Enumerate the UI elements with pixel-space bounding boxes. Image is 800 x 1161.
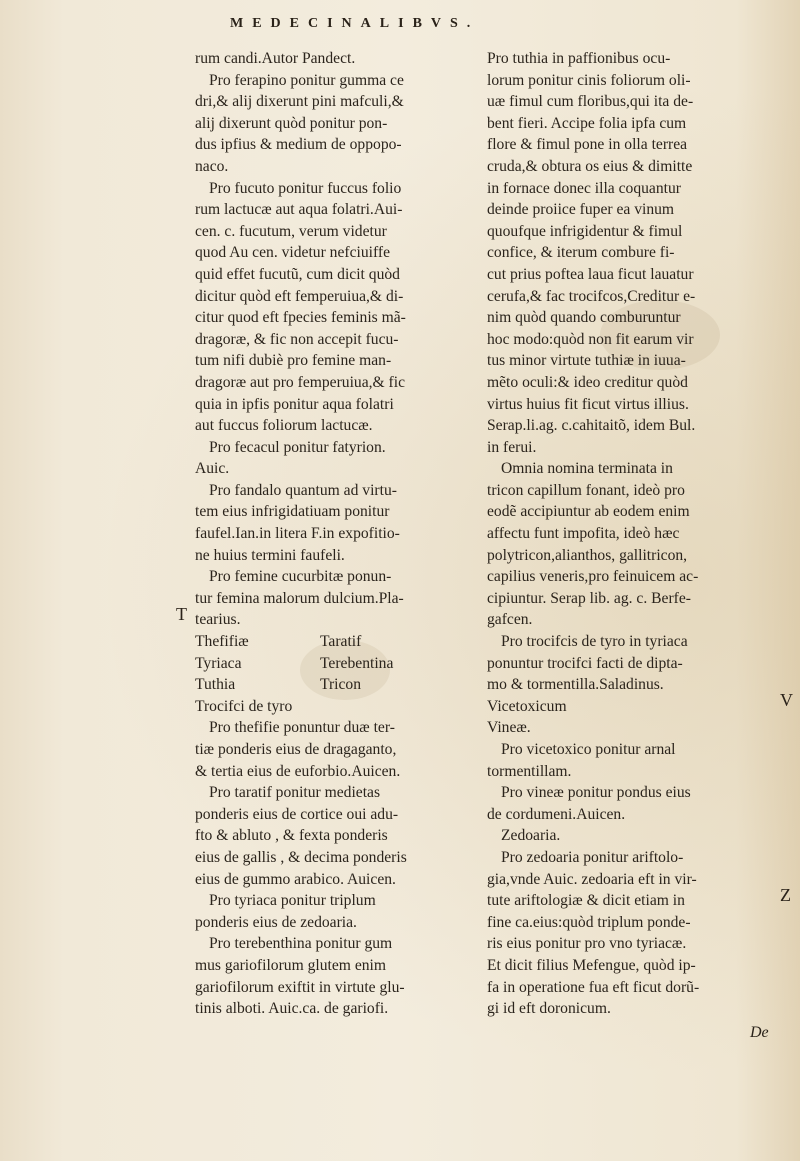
text-line: dicitur quòd eft femperuiua,& di- bbox=[195, 287, 404, 305]
text-line: Pro vicetoxico ponitur arnal bbox=[501, 741, 676, 758]
text-line: tus minor virtute tuthiæ in iuua- bbox=[487, 352, 686, 370]
text-line: Pro terebenthina ponitur gum bbox=[209, 935, 393, 953]
term-left: Tuthia bbox=[195, 676, 236, 694]
term-left: Tyriaca bbox=[195, 654, 242, 672]
text-line: quid effet fucutũ, cum dicit quòd bbox=[195, 265, 400, 283]
term-pair bbox=[195, 674, 487, 696]
text-line: Pro fecacul ponitur fatyrion. bbox=[209, 438, 386, 456]
text-line: ris eius ponitur pro vno tyriacæ. bbox=[487, 935, 687, 953]
text-line: tearius. bbox=[195, 611, 241, 629]
text-line: mẽto oculi:& ideo creditur quòd bbox=[487, 373, 688, 391]
term-right: Taratif bbox=[320, 633, 362, 651]
text-line: Zedoaria. bbox=[501, 827, 561, 845]
text-line: eius de gummo arabico. Auicen. bbox=[195, 870, 396, 888]
text-line: ponuntur trocifci facti de dipta- bbox=[487, 654, 683, 672]
text-line: cerufa,& fac trocifcos,Creditur e- bbox=[487, 287, 696, 305]
text-line: Pro taratif ponitur medietas bbox=[209, 784, 381, 802]
text-line: alij dixerunt quòd ponitur pon- bbox=[195, 114, 388, 132]
text-line: Pro ferapino ponitur gumma ce bbox=[209, 71, 404, 89]
text-line: quia in ipfis ponitur aqua folatri bbox=[195, 395, 394, 413]
text-line: faufel.Ian.in litera F.in expofitio- bbox=[195, 525, 400, 543]
text-line: Vineæ. bbox=[487, 719, 531, 737]
margin-letter-t: T bbox=[176, 604, 187, 624]
catchword: De bbox=[750, 1024, 769, 1041]
text-line: naco. bbox=[195, 157, 229, 175]
text-line: Pro fucuto ponitur fuccus folio bbox=[209, 179, 402, 197]
text-line: Pro trocifcis de tyro in tyriaca bbox=[501, 633, 688, 651]
text-line: tum nifi dubiè pro femine man- bbox=[195, 352, 392, 370]
text-line: in fornace donec illa coquantur bbox=[487, 179, 681, 197]
term-right: Tricon bbox=[320, 676, 362, 694]
text-line: cen. c. fucutum, verum videtur bbox=[195, 222, 387, 240]
left-column bbox=[195, 48, 487, 1020]
text-line: ponderis eius de cortice oui adu- bbox=[195, 805, 399, 823]
text-line: flore & fimul pone in olla terrea bbox=[487, 136, 688, 154]
text-line: in ferui. bbox=[487, 438, 537, 456]
text-line: mo & tormentilla.Saladinus. bbox=[487, 676, 664, 694]
text-line: dragoræ, & fic non accepit fucu- bbox=[195, 330, 399, 348]
text-line: fto & abluto , & fexta ponderis bbox=[195, 827, 388, 845]
running-header: MEDECINALIBVS. bbox=[230, 16, 480, 31]
text-line: hoc modo:quòd non fit earum vir bbox=[487, 330, 694, 348]
text-line: de cordumeni.Auicen. bbox=[487, 805, 626, 823]
text-line: gariofilorum exiftit in virtute glu- bbox=[195, 978, 405, 996]
text-line: confice, & iterum combure fi- bbox=[487, 244, 675, 262]
text-line: mus gariofilorum glutem enim bbox=[195, 956, 386, 974]
text-line: gafcen. bbox=[487, 611, 533, 629]
right-column bbox=[487, 48, 779, 1020]
text-line: tute ariftologiæ & dicit etiam in bbox=[487, 892, 685, 910]
text-line: fa in operatione fua eft ficut dorũ- bbox=[487, 978, 700, 996]
text-line: Omnia nomina terminata in bbox=[501, 460, 673, 478]
term-left: Thefifiæ bbox=[195, 633, 249, 651]
text-line: quoufque infrigidentur & fimul bbox=[487, 222, 683, 240]
text-line: eius de gallis , & decima ponderis bbox=[195, 848, 407, 866]
text-line: cipiuntur. Serap lib. ag. c. Berfe- bbox=[487, 589, 691, 607]
text-line: quod Au cen. videtur nefciuiffe bbox=[195, 244, 391, 262]
margin-letter-v: V bbox=[780, 690, 793, 710]
text-line: Pro fandalo quantum ad virtu- bbox=[209, 481, 397, 499]
text-line: Pro thefifie ponuntur duæ ter- bbox=[209, 719, 395, 737]
text-line: cut prius poftea laua ficut lauatur bbox=[487, 265, 694, 283]
text-line: & tertia eius de euforbio.Auicen. bbox=[195, 762, 401, 780]
text-line: gi id eft doronicum. bbox=[487, 1000, 611, 1018]
text-line: affectu funt impofita, ideò hæc bbox=[487, 525, 680, 543]
text-line: Auic. bbox=[195, 460, 230, 478]
text-line: rum candi.Autor Pandect. bbox=[195, 50, 356, 67]
text-line: deinde proiice fuper ea vinum bbox=[487, 201, 675, 219]
text-line: uæ fimul cum floribus,qui ita de- bbox=[487, 93, 694, 111]
text-line: rum lactucæ aut aqua folatri.Aui- bbox=[195, 201, 403, 219]
text-line: citur quod eft fpecies feminis mã- bbox=[195, 309, 406, 327]
text-line: tinis alboti. Auic.ca. de gariofi. bbox=[195, 1000, 389, 1018]
term-right: Terebentina bbox=[320, 654, 394, 672]
text-line: aut fuccus foliorum lactucæ. bbox=[195, 417, 373, 435]
text-line: cruda,& obtura os eius & dimitte bbox=[487, 157, 693, 175]
text-line: polytricon,alianthos, gallitricon, bbox=[487, 546, 688, 564]
text-line: tem eius infrigidatiuam ponitur bbox=[195, 503, 390, 521]
text-line: Pro vineæ ponitur pondus eius bbox=[501, 784, 691, 802]
text-line: tiæ ponderis eius de dragaganto, bbox=[195, 741, 397, 758]
text-line: dri,& alij dixerunt pini mafculi,& bbox=[195, 93, 404, 111]
text-line: dragoræ aut pro femperuiua,& fic bbox=[195, 373, 406, 391]
margin-letter-z: Z bbox=[780, 885, 791, 905]
text-line: capilius veneris,pro feinuicem ac- bbox=[487, 568, 699, 586]
text-line: nim quòd quando comburuntur bbox=[487, 309, 681, 327]
text-line: Et dicit filius Mefengue, quòd ip- bbox=[487, 956, 696, 974]
text-line: dus ipfius & medium de oppopo- bbox=[195, 136, 402, 154]
text-line: Pro tuthia in paffionibus ocu- bbox=[487, 50, 671, 67]
text-line: Pro femine cucurbitæ ponun- bbox=[209, 568, 392, 586]
text-line: eodẽ accipiuntur ab eodem enim bbox=[487, 503, 690, 521]
text-line: Trocifci de tyro bbox=[195, 697, 293, 715]
text-line: tur femina malorum dulcium.Pla- bbox=[195, 589, 404, 607]
term-pair bbox=[195, 653, 487, 675]
text-line: Vicetoxicum bbox=[487, 697, 567, 715]
text-line: fine ca.eius:quòd triplum ponde- bbox=[487, 913, 691, 931]
term-pair bbox=[195, 631, 487, 653]
text-line: ponderis eius de zedoaria. bbox=[195, 913, 357, 931]
text-line: virtus huius fit ficut virtus illius. bbox=[487, 395, 689, 413]
text-line: Pro tyriaca ponitur triplum bbox=[209, 892, 376, 910]
text-line: ne huius termini faufeli. bbox=[195, 546, 345, 564]
text-line: tricon capillum fonant, ideò pro bbox=[487, 481, 685, 499]
text-line: lorum ponitur cinis foliorum oli- bbox=[487, 71, 691, 89]
text-line: bent fieri. Accipe folia ipfa cum bbox=[487, 114, 687, 132]
text-line: Serap.li.ag. c.cahitaitõ, idem Bul. bbox=[487, 417, 696, 435]
text-line: tormentillam. bbox=[487, 762, 572, 780]
text-line: gia,vnde Auic. zedoaria eft in vir- bbox=[487, 870, 697, 888]
text-line: Pro zedoaria ponitur ariftolo- bbox=[501, 848, 684, 866]
